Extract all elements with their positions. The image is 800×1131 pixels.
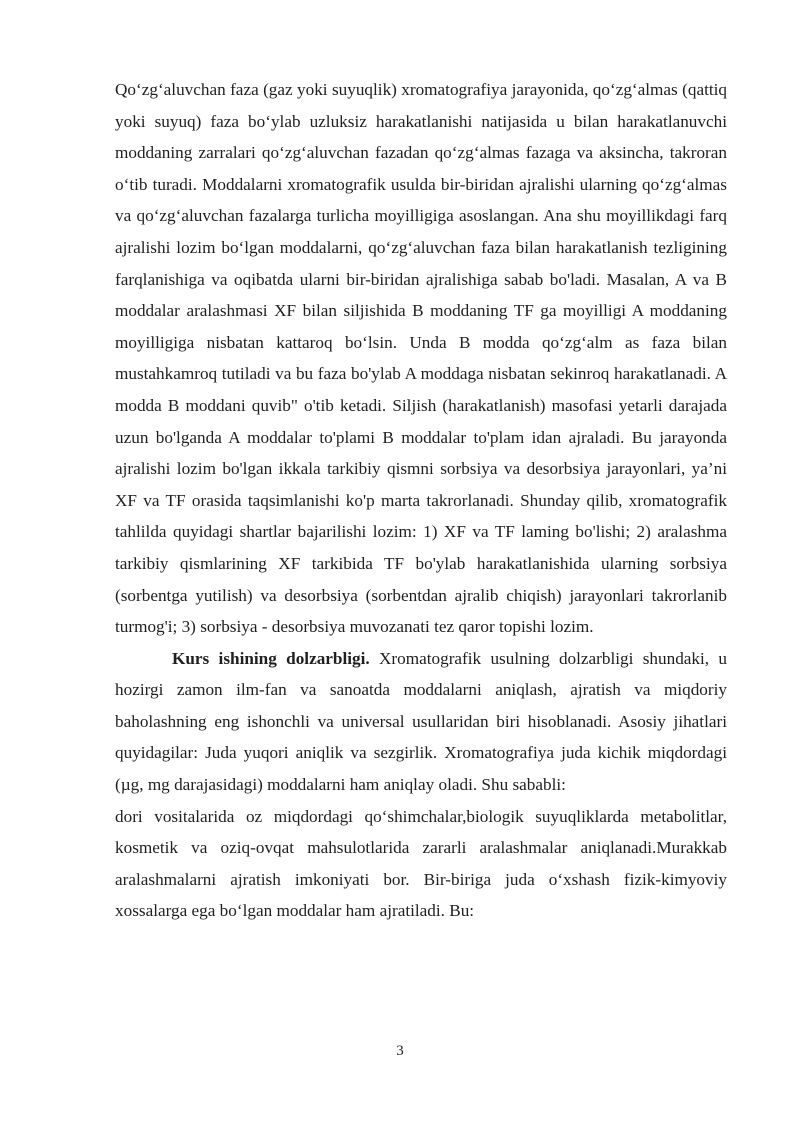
- page-number: 3: [396, 1043, 404, 1059]
- page-body: [115, 74, 727, 927]
- paragraph-relevance-text: Xromatografik usulning dolzarbligi shundaki, u hozirgi zamon ilm-fan va sanoatda moddalarni aniqlash, ajratish va miqdoriy baholashning eng ishonchli va universal usullaridan biri hisoblanadi. Asosiy jihatlari quyidagilar: Juda yuqori aniqlik va sezgirlik. Xromatografiya juda kichik miqdordagi (µg, mg darajasidagi) moddalarni ham aniqlay oladi. Shu sababli:: [115, 648, 727, 795]
- paragraph-relevance: [115, 643, 727, 801]
- paragraph-applications: dori vositalarida oz miqdordagi qo‘shimchalar,biologik suyuqliklarda metabolitlar, kosmetik va oziq-ovqat mahsulotlarida zararli aralashmalar aniqlanadi.Murakkab aralashmalarni ajratish imkoniyati bor. Bir-biriga juda o‘xshash fizik-kimyoviy xossalarga ega bo‘lgan moddalar ham ajratiladi. Bu:: [115, 806, 727, 921]
- section-heading: Kurs ishining dolzarbligi.: [172, 648, 370, 668]
- paragraph-chromatography-process: Qo‘zg‘aluvchan faza (gaz yoki suyuqlik) xromatografiya jarayonida, qo‘zg‘almas (qattiq yoki suyuq) faza bo‘ylab uzluksiz harakatlanishi natijasida u bilan harakatlanuvchi moddaning zarralari qo‘zg‘aluvchan fazadan qo‘zg‘almas fazaga va aksincha, takroran o‘tib turadi. Moddalarni xromatografik usulda bir-biridan ajralishi ularning qo‘zg‘almas va qo‘zg‘aluvchan fazalarga turlicha moyilligiga asoslangan. Ana shu moyillikdagi farq ajralishi lozim bo‘lgan moddalarni, qo‘zg‘aluvchan faza bilan harakatlanish tezligining farqlanishiga va oqibatda ularni bir-biridan ajralishiga sabab bo'ladi. Masalan, A va B moddalar aralashmasi XF bilan siljishida B moddaning TF ga moyilligi A moddaning moyilligiga nisbatan kattaroq bo‘lsin. Unda B modda qo‘zg‘alm as faza bilan mustahkamroq tutiladi va bu faza bo'ylab A moddaga nisbatan sekinroq harakatlanadi. A modda B moddani quvib" o'tib ketadi. Siljish (harakatlanish) masofasi yetarli darajada uzun bo'lganda A moddalar to'plami B moddalar to'plam idan ajraladi. Bu jarayonda ajralishi lozim bo'lgan ikkala tarkibiy qismni sorbsiya va desorbsiya jarayonlari, ya’ni XF va TF orasida taqsimlanishi ko'p marta takrorlanadi. Shunday qilib, xromatografik tahlilda quyidagi shartlar bajarilishi lozim: 1) XF va TF laming bo'lishi; 2) aralashma tarkibiy qismlarining XF tarkibida TF bo'ylab harakatlanishida ularning sorbsiya (sorbentga yutilish) va desorbsiya (sorbentdan ajralib chiqish) jarayonlari takrorlanib turmog'i; 3) sorbsiya - desorbsiya muvozanati tez qaror topishi lozim.: [115, 80, 727, 637]
